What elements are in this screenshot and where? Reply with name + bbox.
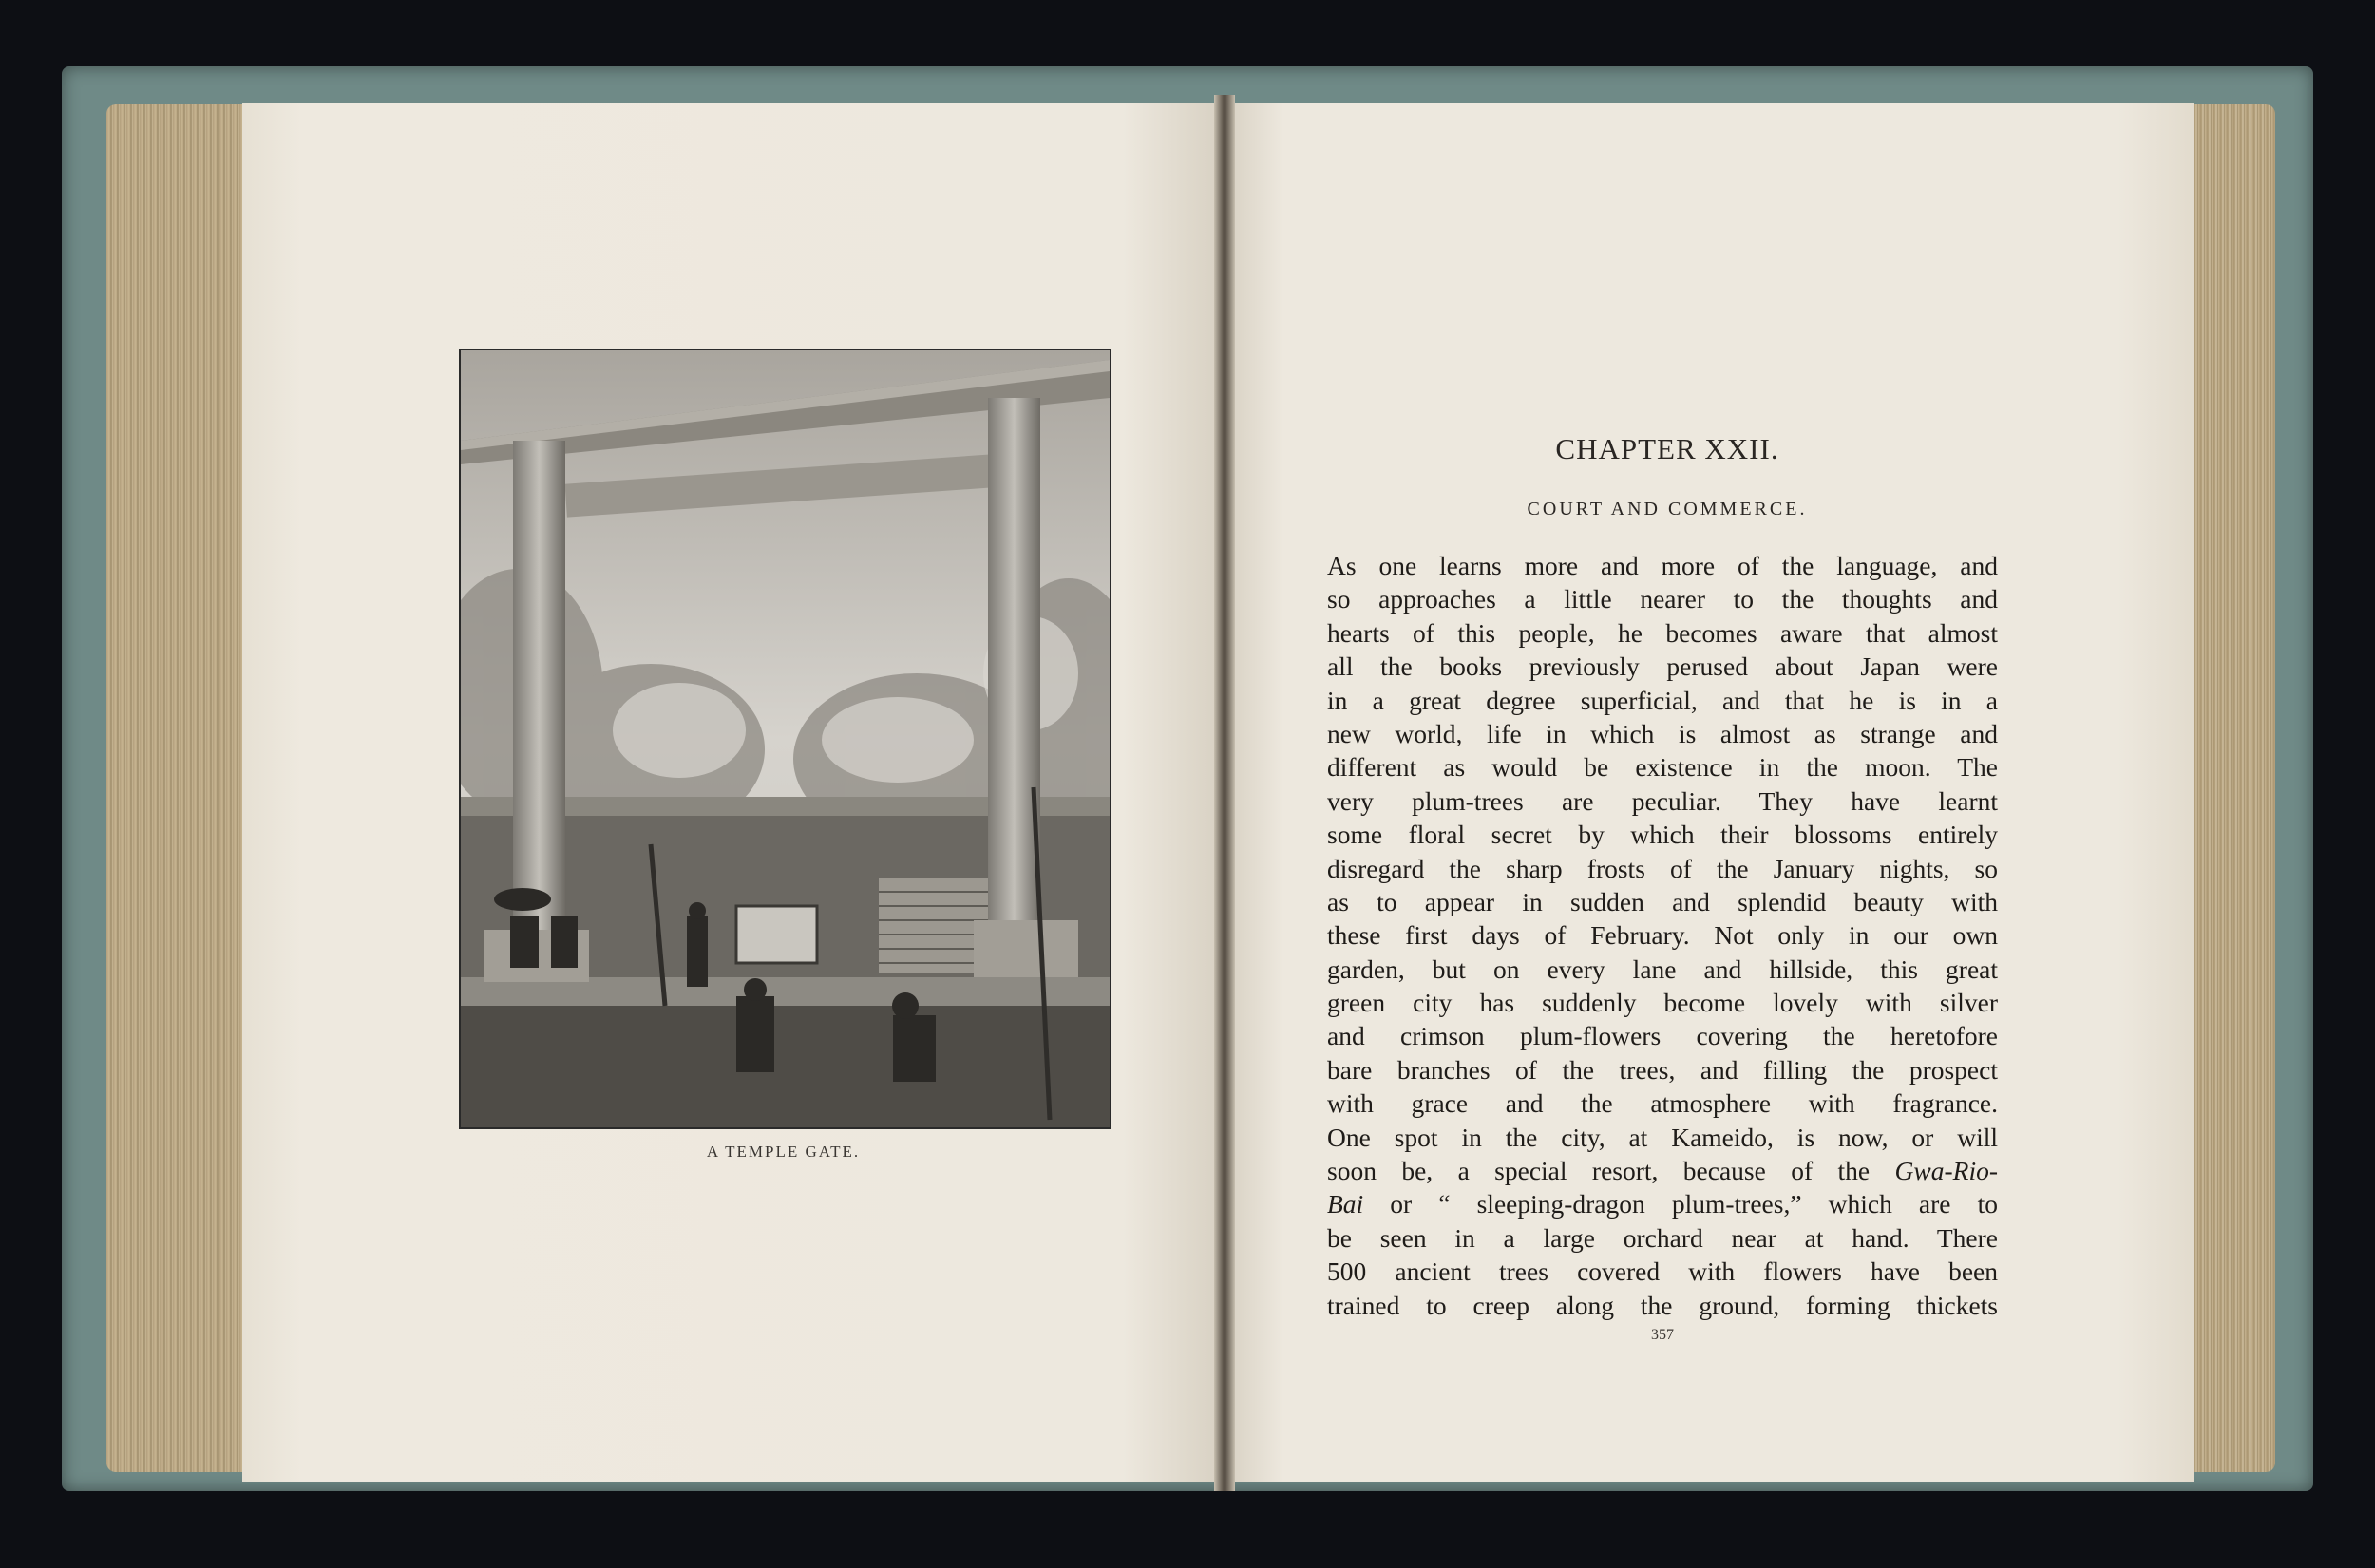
text-line: trained to creep along the ground, forming thickets [1327,1290,1998,1320]
text-line: some floral secret by which their blossoms entirely [1327,820,1998,850]
photo-caption: A TEMPLE GATE. [706,1143,861,1161]
italic-term: Bai [1327,1189,1364,1219]
chapter-body-text [1327,549,1998,1322]
text-line: with grace and the atmosphere with fragrance. [1327,1088,1998,1119]
text-run: soon be, a special resort, because of the [1327,1156,1895,1186]
page-number: 357 [1651,1327,1674,1343]
text-line: bare branches of the trees, and filling the prospect [1327,1054,1998,1085]
text-line: and crimson plum-flowers covering the heretofore [1327,1021,1998,1051]
text-run: or “ sleeping-dragon plum-trees,” which are to [1363,1189,1998,1219]
text-line: as to appear in sudden and splendid beauty with [1327,886,1998,916]
book-gutter [1214,95,1235,1491]
text-line: green city has suddenly become lovely with silver [1327,988,1998,1018]
chapter-title: CHAPTER XXII. [1555,432,1779,465]
text-line: As one learns more and more of the language, and [1327,551,1998,580]
text-line: so approaches a little nearer to the thoughts and [1327,584,1998,614]
temple-gate-illustration [461,350,1110,1127]
text-line: be seen in a large orchard near at hand. There [1327,1222,1998,1253]
text-line [1327,1154,1998,1187]
text-line: 500 ancient trees covered with flowers have been [1327,1256,1998,1287]
text-line: garden, but on every lane and hillside, this great [1327,954,1998,984]
text-line: different as would be existence in the moon. The [1327,752,1998,783]
text-line: all the books previously perused about Japan were [1327,652,1998,682]
page-edges-right [2185,104,2275,1472]
temple-gate-photograph [459,349,1112,1129]
text-line: disregard the sharp frosts of the January nights, so [1327,853,1998,883]
chapter-subtitle: COURT AND COMMERCE. [1527,499,1808,520]
text-line: these first days of February. Not only in our own [1327,920,1998,951]
text-line [1327,1187,1998,1220]
text-line: One spot in the city, at Kameido, is now, or will [1327,1122,1998,1152]
text-line: new world, life in which is almost as strange and [1327,718,1998,748]
italic-term: Gwa-Rio- [1894,1156,1998,1186]
text-line: hearts of this people, he becomes aware that almost [1327,617,1998,648]
text-line: in a great degree superficial, and that he is in a [1327,685,1998,715]
page-edges-left [106,104,249,1472]
text-line: very plum-trees are peculiar. They have learnt [1327,785,1998,816]
